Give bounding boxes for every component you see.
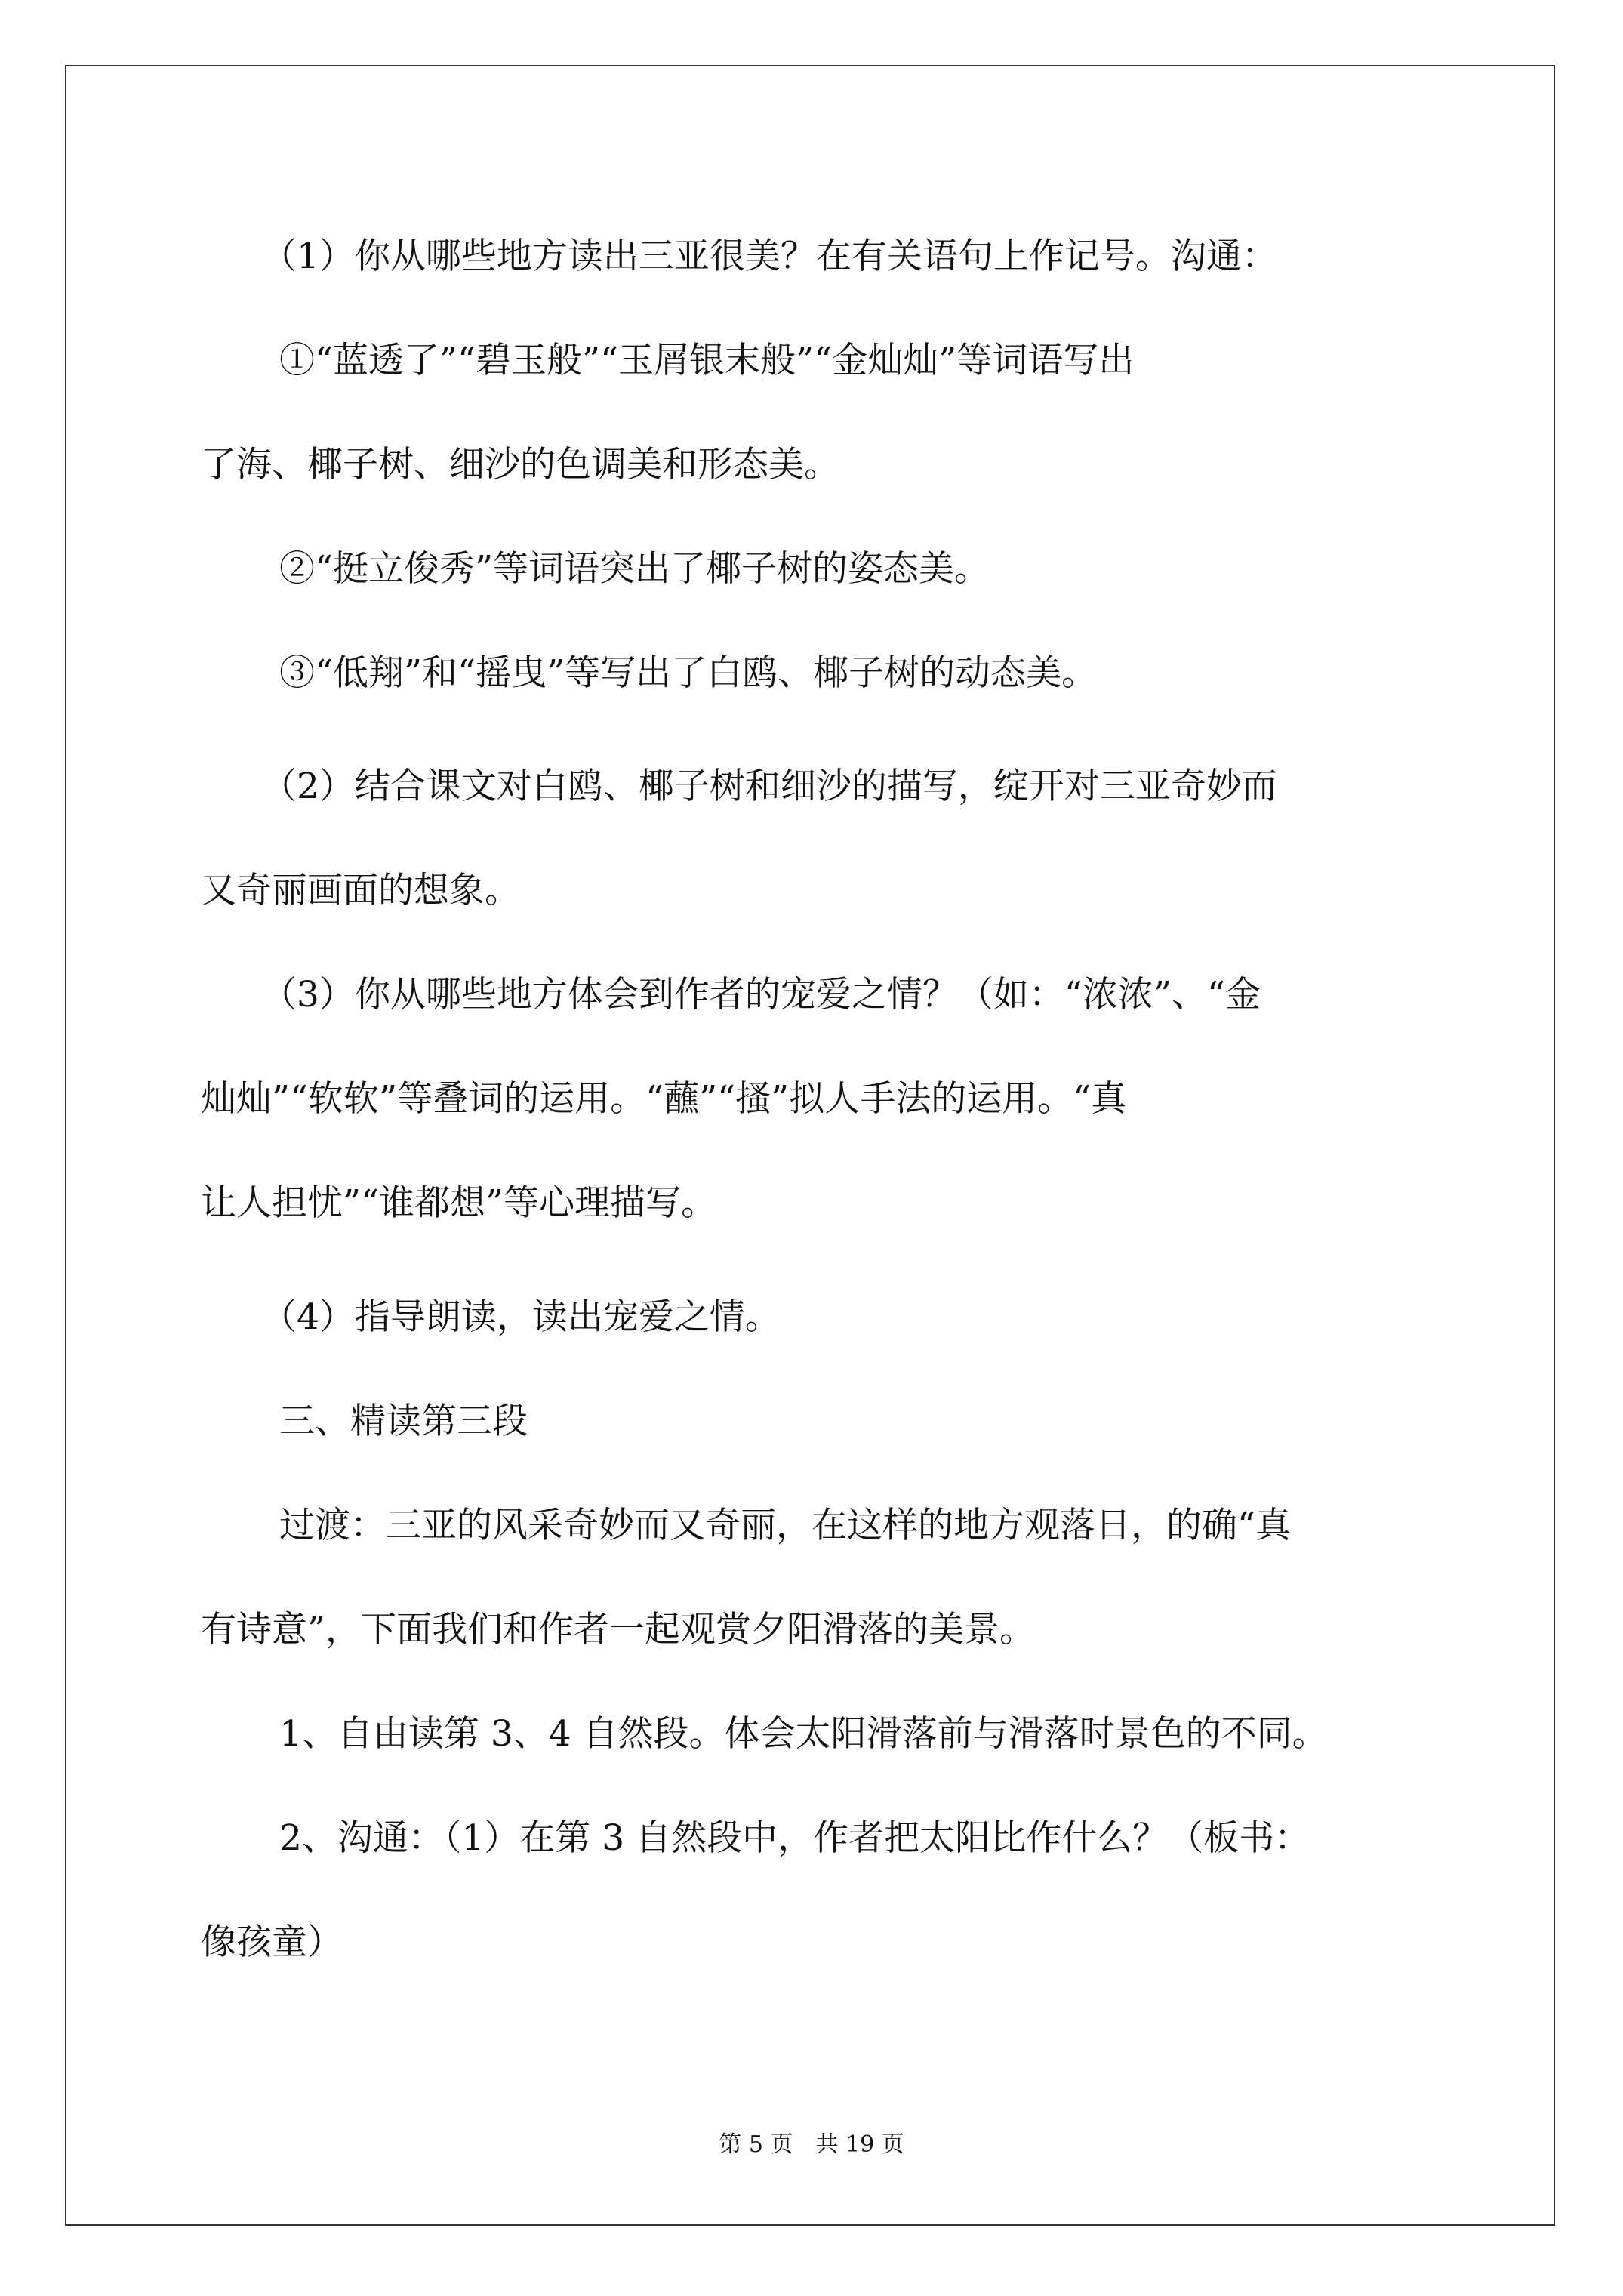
paragraph-line: 2、沟通：（1）在第 3 自然段中，作者把太阳比作什么？（板书： [279,1817,1310,1859]
paragraph-line: 灿灿”“软软”等叠词的运用。“蘸”“搔”拟人手法的运用。“真 [201,1078,1127,1120]
page-number-footer: 第 5 页 共 19 页 [719,2131,904,2158]
paragraph-line: 过渡：三亚的风采奇妙而又奇丽，在这样的地方观落日，的确“真 [279,1505,1292,1546]
section-heading: 三、精读第三段 [279,1401,528,1442]
paragraph-line: 让人担忧”“谁都想”等心理描写。 [201,1182,717,1224]
paragraph-line: 了海、椰子树、细沙的色调美和形态美。 [201,444,839,485]
paragraph-line: 又奇丽画面的想象。 [201,870,520,911]
paragraph-line: ③“低翔”和“摇曳”等写出了白鸥、椰子树的动态美。 [279,652,1098,694]
paragraph-line: （3）你从哪些地方体会到作者的宠爱之情？（如：“浓浓”、“金 [261,974,1261,1015]
paragraph-line: 像孩童） [201,1922,343,1963]
paragraph-line: 有诗意”，下面我们和作者一起观赏夕阳滑落的美景。 [201,1609,1036,1650]
paragraph-line: （4）指导朗读，读出宠爱之情。 [261,1296,781,1338]
paragraph-line: ②“挺立俊秀”等词语突出了椰子树的姿态美。 [279,548,990,590]
paragraph-line: ①“蓝透了”“碧玉般”“玉屑银末般”“金灿灿”等词语写出 [279,340,1135,381]
paragraph-line: （2）结合课文对白鸥、椰子树和细沙的描写，绽开对三亚奇妙而 [261,766,1277,807]
paragraph-line: 1、自由读第 3、4 自然段。体会太阳滑落前与滑落时景色的不同。 [279,1713,1328,1755]
page-border [65,65,1555,2226]
paragraph-line: （1）你从哪些地方读出三亚很美？在有关语句上作记号。沟通： [261,236,1277,277]
